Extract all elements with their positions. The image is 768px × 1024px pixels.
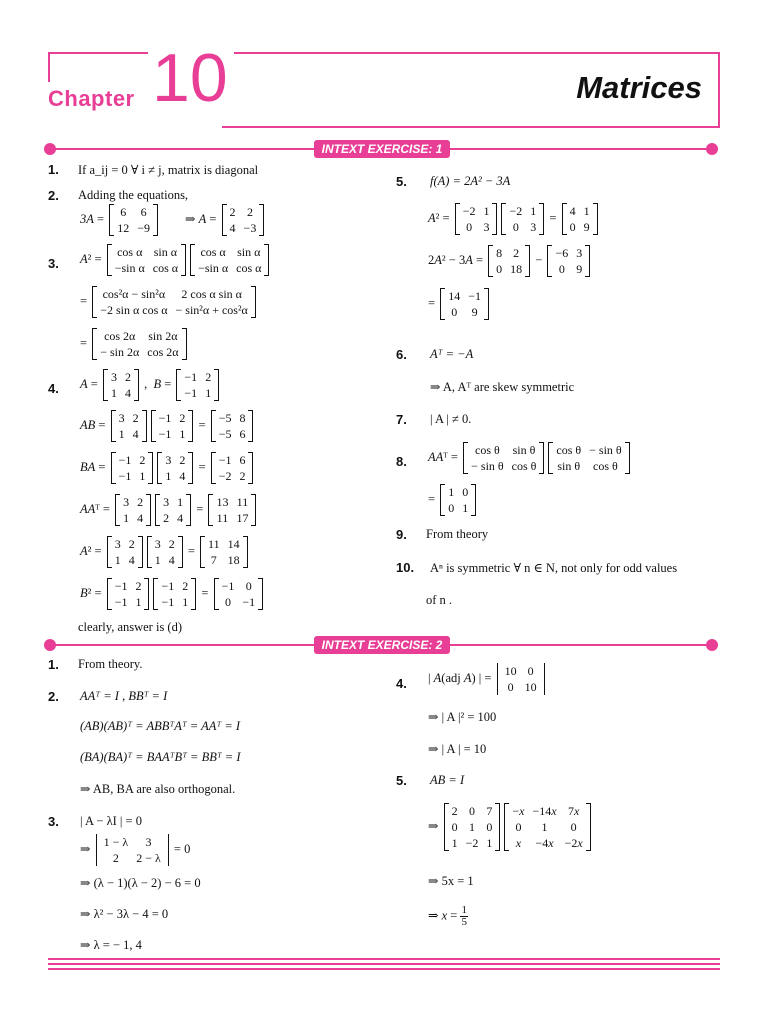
s2-q4-line2: ⇒ | A |² = 100 [428,710,497,724]
s1-conclusion: clearly, answer is (d) [78,620,183,634]
s2-q5-line4: ⇒ x = $\frac{1}{5}$ [428,904,467,928]
s2-q3-line4: ⇒ λ² − 3λ − 4 = 0 [80,907,169,921]
s2-q4-line1: | A(adj A) | = 10 0 0 10 [428,663,547,695]
s1-q2-equation: 3A = 6 6 12 −9 ⇒ A = 2 2 4 −3 [80,204,266,236]
chapter-word: Chapter [48,86,135,111]
footer-rule-1 [48,958,720,960]
section2-label: INTEXT EXERCISE: 2 [314,636,450,654]
footer-rule-2 [48,963,720,965]
s1-q9-text: From theory [426,527,489,541]
s2-q4-line3: ⇒ | A | = 10 [428,742,487,756]
s1-q9-number: 9. [396,527,407,542]
s2-q2-line2: (AB)(AB)ᵀ = ABBᵀAᵀ = AAᵀ = I [80,719,241,733]
s1-q2-text: Adding the equations, [78,188,189,202]
s1-q7-text: | A | ≠ 0. [430,412,472,426]
s1-q6-conclusion: ⇒ A, Aᵀ are skew symmetric [430,380,575,394]
s2-q3-line3: ⇒ (λ − 1)(λ − 2) − 6 = 0 [80,876,201,890]
s1-q10-text: Aⁿ is symmetric ∀ n ∈ N, not only for odd values [430,561,678,575]
s2-q4-number: 4. [396,676,407,691]
header-rule-top-right [234,52,720,54]
s2-q3-number: 3. [48,814,59,829]
s1-q7-number: 7. [396,412,407,427]
s1-q5-a2: A² = −2 1 0 3 −2 1 0 3 = 4 1 0 9 [428,203,600,235]
s2-q5-number: 5. [396,773,407,788]
s2-q3-line5: ⇒ λ = − 1, 4 [80,938,142,952]
s1-q3-line1: A² = cos α sin α −sin α cos α cos α sin α −sin α cos α [80,244,271,276]
s2-q2-number: 2. [48,689,59,704]
s1-q5-2a2: 2A² − 3A = 8 2 0 18 − −6 3 0 9 [428,245,592,277]
footer-rule-3 [48,968,720,970]
s1-q3-line3: = cos 2α sin 2α − sin 2α cos 2α [80,328,189,360]
s1-q4-line1: A = 3 2 1 4 , B = −1 2 −1 1 [80,369,221,401]
header-rule-left-vertical [48,52,50,82]
section1-dot-left [44,143,56,155]
section2-dot-left [44,639,56,651]
section2-dot-right [706,639,718,651]
s1-q3-number: 3. [48,256,59,271]
s1-q8-number: 8. [396,454,407,469]
s2-q2-line1: AAᵀ = I , BBᵀ = I [80,689,168,703]
s1-q8-result: = 1 0 0 1 [428,484,478,516]
s2-q2-line4: ⇒ AB, BA are also orthogonal. [80,782,236,796]
s1-q4-a2: A² = 3 2 1 4 3 2 1 4 = 11 14 7 18 [80,536,250,568]
s1-q4-number: 4. [48,381,59,396]
s1-q1-text: If a_ij = 0 ∀ i ≠ j, matrix is diagonal [78,163,259,177]
s1-q2-number: 2. [48,188,59,203]
chapter-number: 10 [152,40,228,116]
s2-q1-number: 1. [48,657,59,672]
s2-q5-line3: ⇒ 5x = 1 [428,874,474,888]
chapter-title: Matrices [576,70,702,105]
s1-q3-line2: = cos²α − sin²α 2 cos α sin α −2 sin α cos α − sin²α + cos²α [80,286,258,318]
s1-q8-line1: AAᵀ = cos θ sin θ − sin θ cos θ cos θ − sin θ sin θ cos θ [428,442,632,474]
s1-q4-b2: B² = −1 2 −1 1 −1 2 −1 1 = −1 0 0 −1 [80,578,265,610]
s1-q6-text: Aᵀ = −A [430,347,474,361]
header-rule-top-left [48,52,148,54]
s1-q4-aat: AAᵀ = 3 2 1 4 3 1 2 4 = 13 11 11 17 [80,494,258,526]
s1-q10-number: 10. [396,560,415,575]
section1-dot-right [706,143,718,155]
header-rule-bottom [222,126,720,128]
s2-q5-line2: ⇒ 2 0 7 0 1 0 1 −2 1 −x −14x 7x 0 1 0 x −4x −2x [428,803,593,851]
s1-q4-ab: AB = 3 2 1 4 −1 2 −1 1 = −5 8 −5 6 [80,410,255,442]
s1-q5-result: = 14 −1 0 9 [428,288,491,320]
s1-q5-number: 5. [396,174,407,189]
s1-q4-ba: BA = −1 2 −1 1 3 2 1 4 = −1 6 −2 2 [80,452,255,484]
s2-q3-line1: | A − λI | = 0 [80,814,142,828]
header-rule-right-vertical [718,52,720,128]
s1-q5-text: f(A) = 2A² − 3A [430,174,511,188]
section1-label: INTEXT EXERCISE: 1 [314,140,450,158]
s2-q5-line1: AB = I [430,773,465,787]
s2-q2-line3: (BA)(BA)ᵀ = BAAᵀBᵀ = BBᵀ = I [80,750,241,764]
s2-q1-text: From theory. [78,657,143,671]
s1-q1-number: 1. [48,162,59,177]
s2-q3-line2: ⇒ 1 − λ 3 2 2 − λ = 0 [80,835,191,865]
s1-q10-text2: of n . [426,593,453,607]
s1-q6-number: 6. [396,347,407,362]
